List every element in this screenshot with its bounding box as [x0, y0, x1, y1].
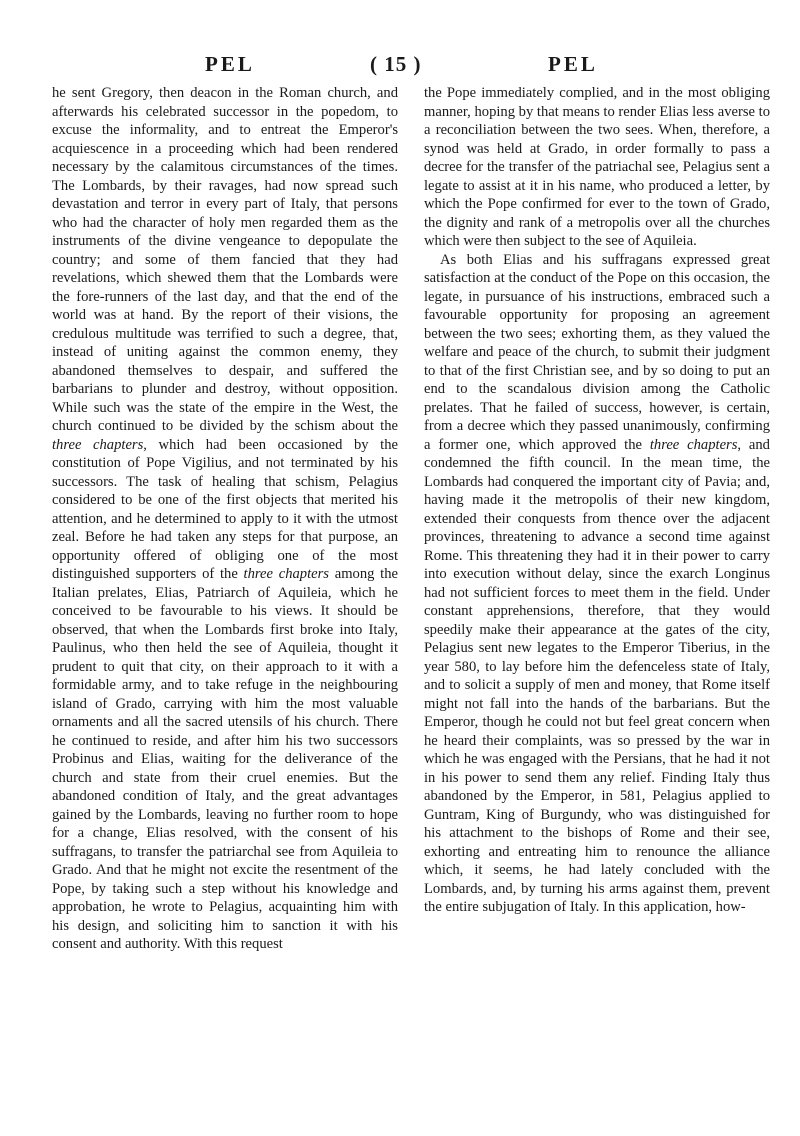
right-text-b: , and condemned the fifth council. In the mean time, the Lombards had conquered the important city of Pavia; and, having made it the metropolis of their new kingdom, extended their conquests from thence over the adjacent provinces, threatening to advance a second time against Rome. This threatening they had it in their power to carry into execution without delay, since the exarch Longinus had not sufficient forces to meet them in the field. Under constant apprehensions, therefore, that they would speedily make their appearance at the gates of the city, Pelagius sent new legates to the Emperor Tiberius, in the year 580, to lay before him the defenceless state of Italy, and to solicit a supply of men and money, that Rome itself might not fall into the hands of the barbarians. But the Emperor, though he could not but feel great concern when he heard their complaints, was so pressed by the war in which he was engaged with the Persians, that he had it not in his power to send them any relief. Finding Italy thus abandoned by the Emperor, in 581, Pelagius applied to Guntram, King of Burgundy, who was distinguished for his attachment to the bishops of Rome and their see, exhorting and entreating him to renounce the alliance which, it seems, he had lately concluded with the Lombards, and, by turning his arms against them, prevent the entire subjugation of Italy. In this application, how-: [424, 436, 770, 915]
page-number: ( 15 ): [370, 52, 422, 76]
left-column: [52, 84, 398, 954]
right-paragraph-1: the Pope immediately complied, and in the most obliging manner, hoping by that means to render Elias less averse to a reconciliation between the two sees. When, therefore, a synod was held at Grado, in order formally to pass a decree for the transfer of the patriachal see, Pelagius sent a legate to assist at it in his name, who produced a letter, by which the Pope confirmed for ever to the town of Grado, the dignity and rank of a metropolis over all the churches which were then subject to the see of Aquileia.: [424, 85, 770, 249]
header-right-word: PEL: [548, 52, 598, 76]
text-columns: [52, 84, 770, 954]
left-text-b: , which had been occasioned by the constitution of Pope Vigilius, and not terminated by his successors. The task of healing that schism, Pelagius considered to be one of the first objects that merited his attention, and he determined to apply to it with the utmost zeal. Before he had taken any steps for that purpose, an opportunity offered of obliging one of the most distinguished supporters of the: [52, 436, 398, 582]
left-paragraph-1: [52, 84, 398, 954]
header-left-word: PEL: [205, 52, 255, 76]
right-column: [424, 84, 770, 954]
right-italic-1: three chapters: [649, 436, 738, 453]
left-italic-2: three chapters: [243, 566, 329, 582]
left-text-a: he sent Gregory, then deacon in the Roman church, and afterwards his celebrated successor in the popedom, to excuse the informality, and to entreat the Emperor's acquiescence in a proceeding which had been rendered necessary by the calamitous circumstances of the times. The Lombards, by their ravages, had now spread such devastation and terror in every part of Italy, that persons who had the character of holy men regarded them as the instruments of the divine vengeance to depopulate the country; and some of them fancied that they had revelations, which shewed them that the Lombards were the fore-runners of the last day, and that the end of the world was at hand. By the report of their visions, the credulous multitude was terrified to such a degree, that, instead of uniting against the common enemy, they abandoned themselves to despair, and suffered the barbarians to plunder and destroy, without opposition. While such was the state of the empire in the West, the church continued to be divided by the schism about the: [52, 85, 398, 434]
left-text-c: among the Italian prelates, Elias, Patriarch of Aquileia, which he conceived to be favourable to his views. It should be observed, that when the Lombards first broke into Italy, Paulinus, who then held the see of Aquileia, thought it prudent to quit that city, on their approach to it with a formidable army, and to take refuge in the neighbouring island of Grado, carrying with him the most valuable ornaments and all the sacred utensils of his church. There he continued to reside, and after him his two successors Probinus and Elias, waiting for the deliverance of the church and state from their cruel enemies. But the abandoned condition of Italy, and the great advantages gained by the Lombards, leaving no further room to hope for a change, Elias resolved, with the consent of his suffragans, to transfer the patriarchal see from Aquileia to Grado. And that he might not excite the resentment of the Pope, by taking such a step without his knowledge and approbation, he wrote to Pelagius, acquainting him with his design, and soliciting him to sanction it with his consent and authority. With this request: [52, 566, 398, 952]
left-italic-1: three chapters: [52, 436, 144, 453]
running-header: [0, 52, 800, 82]
right-text-a: As both Elias and his suffragans expressed great satisfaction at the conduct of the Pope on this occasion, the legate, in pursuance of his instructions, embraced such a favourable opportunity for proposing an agreement between the two sees; exhorting them, as they valued the welfare and peace of the church, to submit their judgment to that of the first Christian see, and by so doing to put an end to the scandalous division among the Catholic prelates. That he failed of success, however, is certain, from a decree which they passed unanimously, confirming a former one, which approved the: [424, 251, 770, 453]
right-paragraph-2: [424, 251, 770, 917]
